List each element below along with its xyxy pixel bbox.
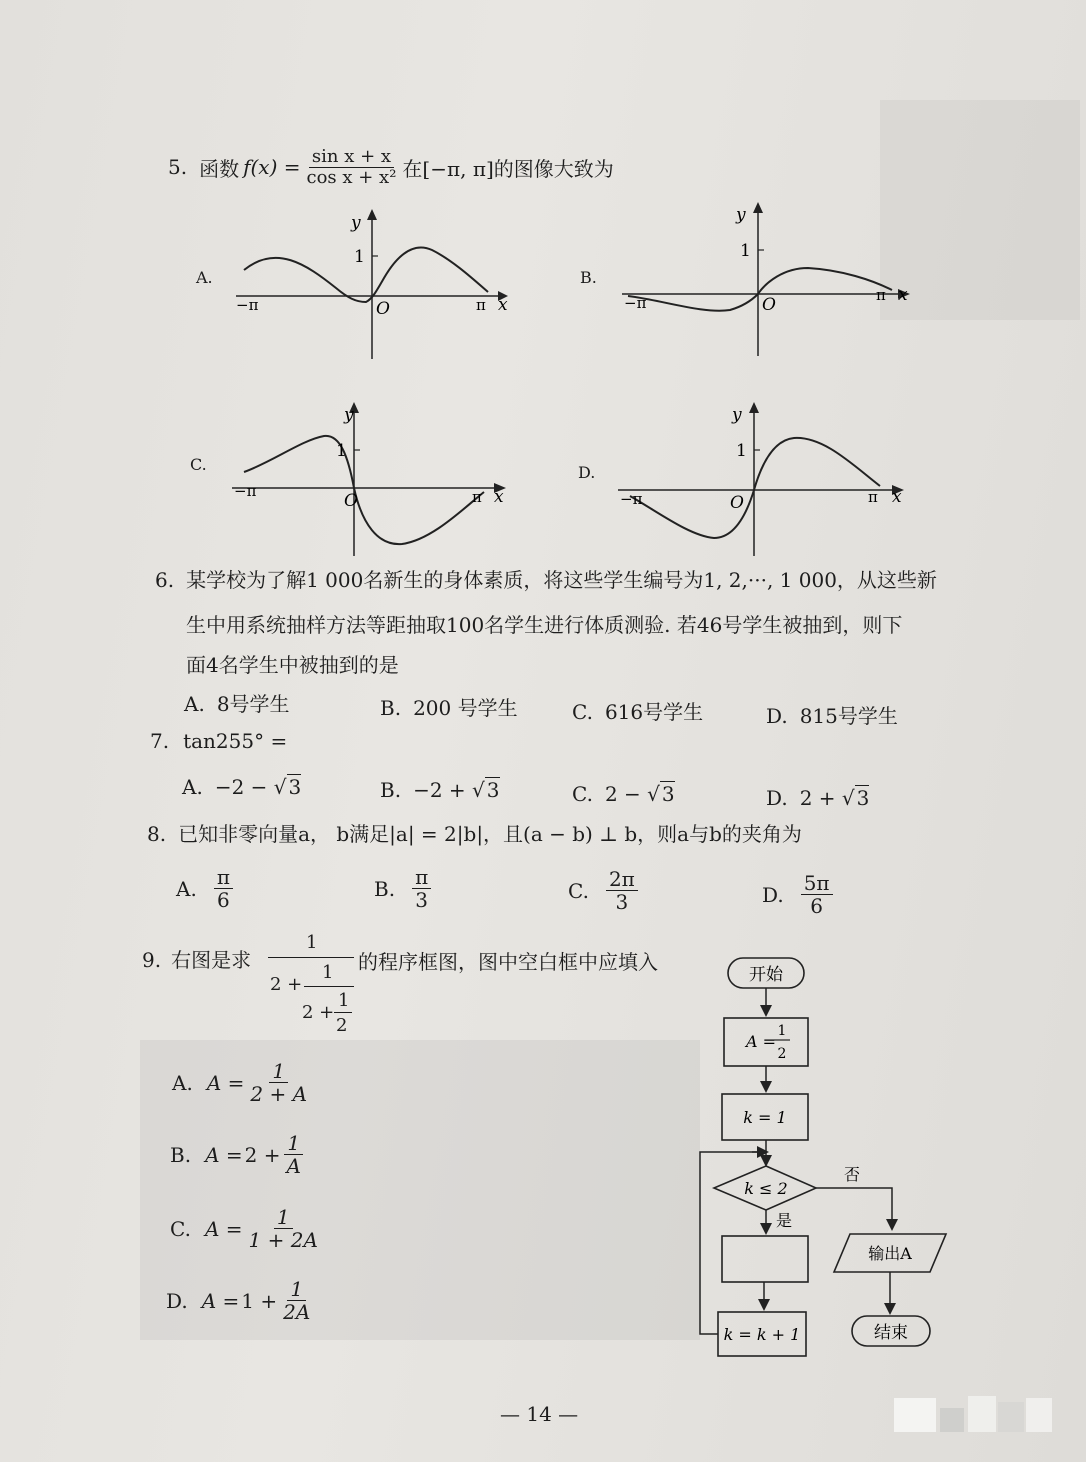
watermark-block	[998, 1402, 1024, 1432]
q6-option-d	[766, 700, 898, 729]
q8-option-d-den: 6	[810, 894, 823, 918]
graph-b-neg-pi: −π	[624, 294, 647, 312]
q5-option-d-letter: D.	[578, 463, 596, 482]
q8-option-b-den: 3	[415, 888, 428, 912]
q5-fraction	[304, 147, 400, 188]
cf-inner-two: 2	[336, 1015, 348, 1036]
graph-c-one: 1	[336, 441, 347, 461]
q6-option-a	[184, 688, 290, 717]
q9-lead: 右图是求	[171, 948, 252, 972]
cf-two-2: 2 +	[302, 1002, 335, 1023]
flowchart	[692, 952, 962, 1376]
q6-line-2: 生中用系统抽样方法等距抽取100名学生进行体质测验. 若46号学生被抽到，则下	[186, 613, 903, 637]
q6-option-a-letter: A.	[184, 692, 205, 716]
q8-number: 8.	[147, 822, 167, 846]
q5-number: 5.	[168, 155, 188, 179]
q9-option-c-letter: C.	[170, 1216, 191, 1241]
watermark-block	[894, 1398, 936, 1432]
q9-option-b-lhs: A =	[205, 1142, 243, 1167]
q7-number: 7.	[150, 729, 170, 753]
q6-line-1	[155, 564, 937, 593]
q6-number: 6.	[155, 568, 175, 592]
flow-increment-text: k = k + 1	[723, 1325, 801, 1344]
graph-c-pos-pi: π	[472, 488, 482, 506]
q7-option-d-pre: 2 +	[799, 786, 842, 810]
q9-tail: 的程序框图，图中空白框中应填入	[358, 950, 658, 974]
q8-option-c	[568, 868, 641, 913]
q5-func-name: f(x) =	[243, 155, 301, 179]
q7-option-b-letter: B.	[380, 778, 402, 802]
q9-continued-fraction	[264, 932, 356, 1042]
q8-option-a-frac	[214, 866, 233, 911]
q9-option-b-frac	[283, 1132, 303, 1177]
q8-option-c-letter: C.	[568, 878, 589, 903]
graph-a	[236, 204, 526, 364]
q9-option-c-num: 1	[274, 1206, 293, 1229]
q5-option-c-letter: C.	[190, 455, 207, 474]
graph-c-x-label: x	[494, 487, 504, 507]
flow-init-k-text: k = 1	[743, 1108, 787, 1127]
q8-option-c-den: 3	[615, 890, 629, 914]
graph-b-one: 1	[740, 241, 751, 261]
cf-inner-one: 1	[338, 990, 350, 1011]
q7-option-a: A. −2 − √ 3	[182, 775, 302, 799]
q9-option-d-num: 1	[287, 1278, 306, 1301]
q5-denominator: cos x + x²	[306, 166, 397, 188]
q8-option-b-letter: B.	[374, 876, 396, 901]
q6-option-c-text: 616号学生	[604, 700, 704, 724]
graph-a-x-label: x	[498, 295, 508, 315]
graph-a-pos-pi: π	[476, 296, 486, 314]
watermark-block	[968, 1396, 996, 1432]
q9-option-c	[170, 1206, 324, 1251]
flow-start-text: 开始	[749, 965, 783, 985]
q5-option-a-letter: A.	[196, 268, 213, 287]
graph-b-pos-pi: π	[876, 286, 886, 304]
q9-option-a	[172, 1060, 313, 1105]
q7-option-d-letter: D.	[766, 786, 788, 810]
q9-option-a-den: 2 + A	[250, 1082, 308, 1106]
q8-option-d-letter: D.	[762, 882, 784, 907]
q7-option-c-pre: 2 −	[604, 782, 648, 806]
q7-option-c-root: 3	[661, 782, 675, 806]
q8-option-b	[374, 866, 434, 911]
flow-output-text: 输出A	[868, 1244, 912, 1263]
q6-option-b-text: 200 号学生	[413, 696, 518, 720]
graph-a-one: 1	[354, 247, 365, 267]
q8-option-c-num: 2π	[606, 868, 638, 891]
flow-yes-label: 是	[776, 1211, 793, 1230]
cf-bar-3	[334, 1012, 352, 1013]
q8-option-d-frac	[801, 872, 833, 917]
cf-top-one: 1	[306, 932, 318, 953]
cf-bar-1	[268, 957, 354, 958]
q6-option-c	[572, 696, 703, 725]
graph-c-neg-pi: −π	[234, 482, 257, 500]
q9-lead-line	[142, 944, 251, 973]
q6-text-1: 某学校为了解1 000名新生的身体素质，将这些学生编号为1, 2,···, 1 000，从这些新	[186, 568, 937, 592]
graph-d-origin: O	[730, 493, 744, 513]
q7-option-a-root: 3	[288, 775, 302, 799]
q7-option-a-letter: A.	[182, 775, 203, 799]
q9-option-a-lhs: A =	[206, 1070, 245, 1095]
cf-two-1: 2 +	[270, 974, 303, 995]
watermark-block	[940, 1408, 964, 1432]
graph-a-origin: O	[376, 299, 390, 319]
q8-option-d	[762, 872, 836, 917]
q5-lead: 函数	[199, 156, 240, 181]
q5-stem	[168, 140, 614, 194]
q6-option-d-letter: D.	[766, 704, 788, 728]
q6-option-b-letter: B.	[380, 696, 402, 720]
cf-mid-one: 1	[322, 962, 334, 983]
q9-option-d-den: 2A	[283, 1300, 311, 1324]
q7-option-c: C. 2 − √ 3	[572, 782, 675, 806]
q9-option-b-den: A	[286, 1154, 301, 1178]
q6-option-a-text: 8号学生	[216, 692, 290, 716]
graph-b	[622, 196, 922, 361]
q9-option-c-den: 1 + 2A	[248, 1228, 318, 1252]
q8-option-d-num: 5π	[801, 872, 833, 895]
q7-stem	[150, 729, 287, 753]
q5-numerator: sin x + x	[309, 147, 394, 168]
graph-d-neg-pi: −π	[620, 490, 643, 508]
q5-tail: 在[−π, π]的图像大致为	[402, 156, 614, 181]
q6-option-d-text: 815号学生	[799, 704, 898, 728]
q6-option-b	[380, 692, 518, 721]
graph-a-y-label: y	[351, 213, 361, 233]
q9-option-d	[166, 1278, 316, 1323]
q7-option-b-root: 3	[486, 778, 500, 802]
cf-bar-2	[304, 986, 354, 987]
q9-option-a-num: 1	[269, 1060, 288, 1083]
q9-number: 9.	[142, 948, 162, 972]
watermark-block	[1026, 1398, 1052, 1432]
q8-option-c-frac	[606, 868, 638, 913]
q7-option-b: B. −2 + √ 3	[380, 778, 500, 802]
q9-option-c-lhs: A =	[204, 1216, 243, 1241]
q8-option-a	[176, 866, 236, 911]
q9-option-b-pre: 2 +	[244, 1142, 281, 1167]
q8-option-a-num: π	[214, 866, 233, 889]
q8-option-b-num: π	[412, 866, 431, 889]
q7-option-d: D. 2 + √ 3	[766, 786, 870, 810]
flow-init-a-num: 1	[777, 1023, 787, 1039]
graph-d-y-label: y	[732, 405, 742, 425]
q8-text: 已知非零向量a， b满足|a| = 2|b|，且(a − b) ⊥ b，则a与b的夹角为	[178, 822, 802, 846]
q9-option-a-letter: A.	[172, 1070, 193, 1095]
graph-c-y-label: y	[344, 405, 354, 425]
q9-option-d-pre: 1 +	[241, 1288, 278, 1313]
q7-option-d-root: 3	[856, 786, 870, 810]
graph-a-neg-pi: −π	[236, 296, 259, 314]
flow-condition-text: k ≤ 2	[744, 1179, 788, 1198]
flow-end-text: 结束	[874, 1323, 908, 1343]
q9-option-a-frac	[247, 1060, 310, 1105]
graph-b-x-label: x	[898, 285, 908, 305]
q8-option-b-frac	[412, 866, 431, 911]
q9-option-c-frac	[246, 1206, 321, 1251]
q8-option-a-letter: A.	[176, 876, 197, 901]
q8-option-a-den: 6	[217, 888, 230, 912]
q9-option-d-frac	[280, 1278, 313, 1323]
graph-c-origin: O	[344, 491, 358, 511]
q6-option-c-letter: C.	[572, 700, 593, 724]
graph-c	[232, 396, 522, 561]
q6-line-3: 面4名学生中被抽到的是	[186, 653, 399, 677]
q7-option-a-pre: −2 −	[214, 775, 274, 799]
q5-option-b-letter: B.	[580, 268, 597, 287]
graph-d	[618, 396, 918, 561]
q7-option-c-letter: C.	[572, 782, 593, 806]
q9-option-d-lhs: A =	[201, 1288, 240, 1313]
q8-stem	[147, 818, 802, 847]
flow-init-a-den: 2	[777, 1046, 787, 1062]
q7-option-b-pre: −2 +	[413, 778, 473, 802]
flow-no-label: 否	[844, 1165, 861, 1184]
graph-d-one: 1	[736, 441, 747, 461]
flow-blank-box	[722, 1236, 808, 1282]
q9-option-b	[170, 1132, 307, 1177]
q9-option-d-letter: D.	[166, 1288, 188, 1313]
q9-option-b-letter: B.	[170, 1142, 192, 1167]
page-number: — 14 —	[500, 1402, 579, 1426]
flow-init-a-lhs: A =	[746, 1032, 777, 1051]
q7-text: tan255° =	[183, 729, 288, 753]
graph-b-y-label: y	[736, 205, 746, 225]
graph-b-origin: O	[762, 295, 776, 315]
graph-d-x-label: x	[892, 487, 902, 507]
q9-option-b-num: 1	[284, 1132, 303, 1155]
graph-d-pos-pi: π	[868, 488, 878, 506]
